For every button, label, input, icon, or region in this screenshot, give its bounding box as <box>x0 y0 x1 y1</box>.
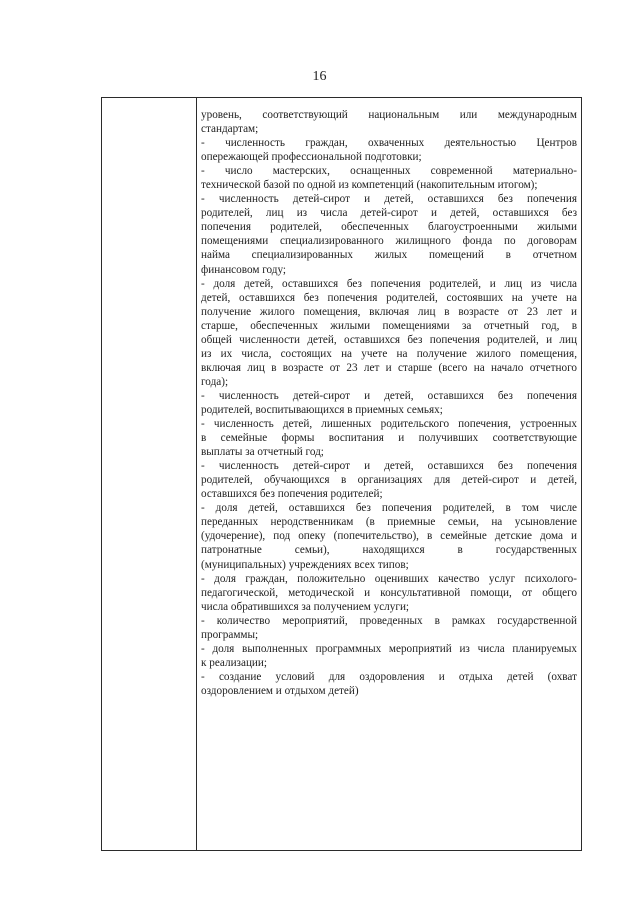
column-divider <box>196 98 197 850</box>
text-line: - численность детей-сирот и детей, оставшихся без попечения <box>201 193 577 206</box>
text-line: - численность детей, лишенных родительского попечения, устроенных <box>201 418 577 431</box>
text-line: общей численности детей, оставшихся без попечения родителей, и лиц <box>201 333 577 346</box>
text-line: получение жилого помещения, включая лиц в возрасте от 23 лет и <box>201 305 577 318</box>
text-line: патронатные семьи), находящихся в государственных <box>201 544 577 557</box>
text-line: оставшихся без попечения родителей; <box>201 488 383 501</box>
text-line: программы; <box>201 628 259 641</box>
text-line: в семейные формы воспитания и получивших соответствующие <box>201 432 577 445</box>
text-line: переданных неродственникам (в приемные семьи, на усыновление <box>201 516 577 529</box>
text-line: - численность детей-сирот и детей, оставшихся без попечения <box>201 460 577 473</box>
text-line: - доля детей, оставшихся без попечения родителей, и лиц из числа <box>201 277 577 290</box>
text-line: родителей, обучающихся в организациях для детей-сирот и детей, <box>201 474 577 487</box>
text-line: - численность граждан, охваченных деятельностью Центров <box>201 137 577 150</box>
text-line: из их числа, состоящих на учете на получение жилого помещения, <box>201 347 577 360</box>
text-line: попечения родителей, обеспеченных благоустроенными жилыми <box>201 221 577 234</box>
text-line: - численность детей-сирот и детей, оставшихся без попечения <box>201 389 577 402</box>
text-line: старше, обеспеченных жилыми помещениями за отчетный год, в <box>201 319 577 332</box>
text-line: оздоровлением и отдыхом детей) <box>201 684 359 697</box>
text-line: (муниципальных) учреждениях всех типов; <box>201 558 409 571</box>
text-line: родителей, воспитывающихся в приемных семьях; <box>201 403 443 416</box>
text-line: финансовом году; <box>201 263 287 276</box>
page-number: 16 <box>312 69 327 84</box>
text-line: опережающей профессиональной подготовки; <box>201 151 422 164</box>
indicator-table <box>101 97 582 851</box>
text-line: - количество мероприятий, проведенных в рамках государственной <box>201 614 577 627</box>
text-line: родителей, лиц из числа детей-сирот и детей, оставшихся без <box>201 207 577 220</box>
text-line: детей, оставшихся без попечения родителей, состоявших на учете на <box>201 291 577 304</box>
text-line: включая лиц в возрасте от 23 лет и старше (всего на начало отчетного <box>201 361 577 374</box>
text-line: помещениями специализированного жилищного фонда по договорам <box>201 235 577 248</box>
text-line: педагогической, методической и консультативной помощи, от общего <box>201 586 577 599</box>
text-line: - доля детей, оставшихся без попечения родителей, в том числе <box>201 502 577 515</box>
text-line: - создание условий для оздоровления и отдыха детей (охват <box>201 670 577 683</box>
indicators-text-cell <box>201 108 577 698</box>
text-line: - число мастерских, оснащенных современной материально- <box>201 165 577 178</box>
text-line: стандартам; <box>201 123 259 136</box>
text-line: уровень, соответствующий национальным или международным <box>201 109 577 121</box>
text-line: к реализации; <box>201 656 268 669</box>
text-line: числа обратившихся за получением услуги; <box>201 600 410 613</box>
text-line: - доля граждан, положительно оценивших качество услуг психолого- <box>201 572 577 585</box>
text-line: технической базой по одной из компетенций (накопительным итогом); <box>201 179 538 192</box>
text-line: - доля выполненных программных мероприятий из числа планируемых <box>201 642 577 655</box>
table-left-cell <box>102 98 196 850</box>
text-line: года); <box>201 375 229 388</box>
text-line: (удочерение), под опеку (попечительство), в семейные детские дома и <box>201 530 577 543</box>
text-line: выплаты за отчетный год; <box>201 446 324 459</box>
text-line: найма специализированных жилых помещений в отчетном <box>201 249 577 262</box>
